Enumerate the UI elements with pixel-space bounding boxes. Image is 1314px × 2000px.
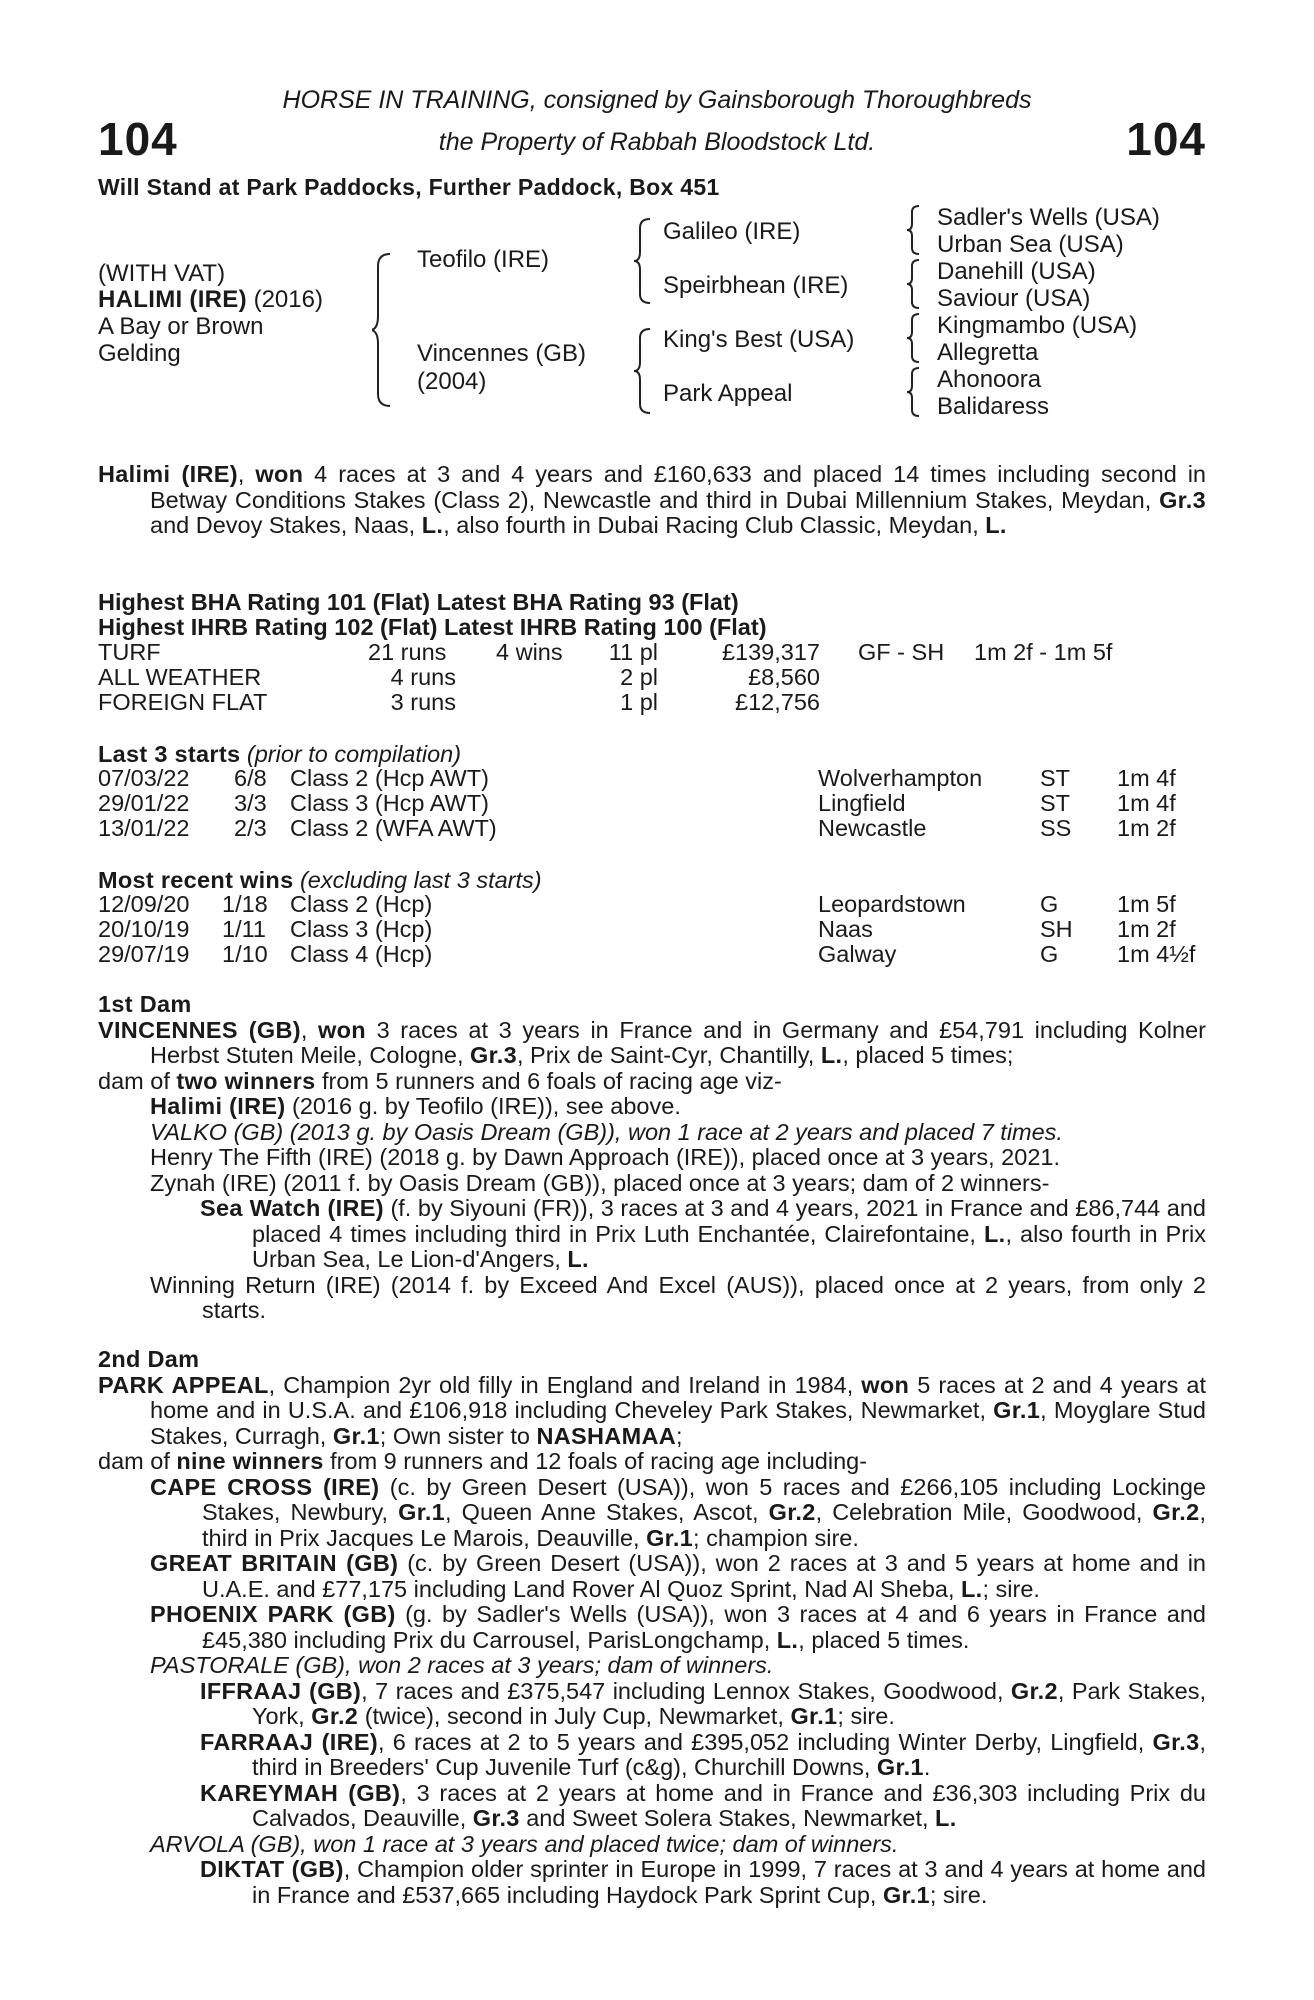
horse-name-line xyxy=(98,286,323,314)
produce-name: CAPE CROSS (IRE) xyxy=(150,1473,380,1500)
record-money: £139,317 xyxy=(721,639,820,665)
produce-henry: Henry The Fifth (IRE) (2018 g. by Dawn Approach (IRE)), placed once at 3 years, 2021. xyxy=(150,1144,1060,1170)
horse-desc-2: Gelding xyxy=(98,340,181,367)
horse-desc-1: A Bay or Brown xyxy=(98,313,264,340)
record-placed: 1 pl xyxy=(620,689,658,715)
text: , placed 5 times. xyxy=(798,1626,970,1653)
recent-note: (excluding last 3 starts) xyxy=(293,867,542,893)
start-going: ST xyxy=(1040,765,1071,791)
record-wins: 4 wins xyxy=(496,639,563,665)
vat-note: (WITH VAT) xyxy=(98,260,226,287)
text: , Celebration Mile, Goodwood, xyxy=(815,1499,1153,1525)
text: , Queen Anne Stakes, Ascot, xyxy=(445,1499,769,1525)
start-class: Class 3 (Hcp AWT) xyxy=(290,790,489,816)
win-class: Class 3 (Hcp) xyxy=(290,916,433,942)
second-dam-record xyxy=(98,1373,1206,1450)
recent-title: Most recent wins xyxy=(98,867,294,893)
text: , 3 races at 2 years at home and in France and £36,303 including Prix du Calvados, Deauville, xyxy=(252,1779,1206,1831)
win-position: 1/11 xyxy=(222,916,266,942)
win-course: Naas xyxy=(818,916,873,942)
summary-name: Halimi (IRE) xyxy=(98,461,238,487)
win-date: 29/07/19 xyxy=(98,941,190,967)
grade-label: Gr.1 xyxy=(790,1703,838,1729)
produce-name: GREAT BRITAIN (GB) xyxy=(150,1550,399,1576)
record-money: £12,756 xyxy=(735,689,820,715)
brace-ss xyxy=(906,204,922,256)
second-dam-produce-summary xyxy=(98,1449,1206,1475)
text: dam of xyxy=(98,1448,177,1474)
start-position: 3/3 xyxy=(234,790,267,816)
ds-dam: Allegretta xyxy=(937,339,1039,366)
win-going: SH xyxy=(1040,916,1073,942)
summary-won: won xyxy=(255,461,304,487)
ss-dam: Urban Sea (USA) xyxy=(937,231,1124,258)
record-distance: 1m 2f - 1m 5f xyxy=(974,639,1113,665)
grade-label: Gr.1 xyxy=(993,1397,1041,1423)
win-going: G xyxy=(1040,941,1059,967)
produce-iffraaj xyxy=(200,1679,1206,1730)
start-going: SS xyxy=(1040,815,1072,841)
win-going: G xyxy=(1040,891,1059,917)
first-dam-record: VINCENNES (GB), won 3 races at 3 years in France and in Germany and £54,791 including Kolner Herbst Stuten Meile, Cologne, Gr.3, Prix de Saint-Cyr, Chantilly, L., placed 5 times; xyxy=(98,1016,1206,1068)
grade-label: Gr.3 xyxy=(1159,486,1206,513)
brace-dd xyxy=(906,366,922,418)
produce-name: Halimi (IRE) xyxy=(150,1093,286,1119)
dam: Vincennes (GB) xyxy=(417,340,586,367)
win-distance: 1m 2f xyxy=(1117,916,1176,942)
grade-label: Gr.1 xyxy=(646,1524,694,1551)
produce-valko: VALKO (GB) (2013 g. by Oasis Dream (GB)), won 1 race at 2 years and placed 7 times. xyxy=(150,1118,1063,1145)
record-runs: 4 runs xyxy=(390,664,456,690)
grade-label: Gr.3 xyxy=(470,1042,517,1068)
dam-sire: King's Best (USA) xyxy=(663,326,855,353)
win-distance: 1m 5f xyxy=(1117,891,1176,917)
produce-name: DIKTAT (GB) xyxy=(200,1856,344,1882)
produce-zynah: Zynah (IRE) (2011 f. by Oasis Dream (GB)), placed once at 3 years; dam of 2 winners- xyxy=(150,1169,1050,1196)
text: (c. by Green Desert (USA)), won 5 races and £266,105 including Lockinge Stakes, Newbury, xyxy=(202,1473,1207,1525)
win-course: Galway xyxy=(818,941,897,967)
grade-label: Gr.1 xyxy=(876,1754,924,1780)
text: 5 races at 2 and 4 years at home and in U.S.A. and £106,918 including Cheveley Park Stakes, Newmarket, xyxy=(150,1371,1207,1423)
dd-sire: Ahonoora xyxy=(937,366,1042,393)
produce-cape-cross xyxy=(150,1475,1206,1552)
text: ; champion sire. xyxy=(693,1524,859,1551)
produce-sea-watch xyxy=(200,1196,1206,1273)
sire: Teofilo (IRE) xyxy=(417,246,550,273)
grade-label: Gr.2 xyxy=(311,1703,359,1729)
record-runs: 3 runs xyxy=(390,689,456,715)
summary-text-3: , also fourth in Dubai Racing Club Classic, Meydan, xyxy=(443,512,986,538)
text: (g. by Sadler's Wells (USA)), won 3 races at 4 and 6 years in France and £45,380 including Prix du Carrousel, ParisLongchamp, xyxy=(202,1601,1206,1653)
brace-sire xyxy=(634,216,654,306)
horse-name: HALIMI (IRE) xyxy=(98,286,247,313)
first-dam-won: won xyxy=(318,1016,366,1043)
dam-year: (2004) xyxy=(417,368,487,395)
listed-label: L. xyxy=(983,1220,1006,1247)
first-dam-heading: 1st Dam xyxy=(98,991,192,1017)
grade-label: Gr.1 xyxy=(398,1499,446,1525)
text: (2016 g. by Teofilo (IRE)), see above. xyxy=(285,1093,681,1119)
grade-label: Gr.2 xyxy=(1010,1677,1058,1704)
win-date: 20/10/19 xyxy=(98,916,190,942)
start-distance: 1m 4f xyxy=(1117,790,1176,816)
text: dam of xyxy=(98,1067,177,1094)
text: , Moyglare Stud Stakes, Curragh, xyxy=(150,1397,1206,1449)
text: , 6 races at 2 to 5 years and £395,052 including Winter Derby, Lingfield, xyxy=(377,1728,1153,1755)
brace-ds xyxy=(906,312,922,364)
dd-dam: Balidaress xyxy=(937,393,1050,420)
sd-dam: Saviour (USA) xyxy=(937,285,1091,312)
start-position: 6/8 xyxy=(234,765,267,791)
win-class: Class 2 (Hcp) xyxy=(290,891,433,917)
produce-halimi xyxy=(150,1094,1206,1120)
listed-label: L. xyxy=(935,1805,957,1831)
listed-label: L. xyxy=(820,1042,843,1068)
produce-arvola: ARVOLA (GB), won 1 race at 3 years and placed twice; dam of winners. xyxy=(150,1830,899,1857)
win-date: 12/09/20 xyxy=(98,891,190,917)
grade-label: Gr.2 xyxy=(768,1499,816,1525)
win-course: Leopardstown xyxy=(818,891,966,917)
text: (twice), second in July Cup, Newmarket, xyxy=(358,1703,791,1729)
start-date: 29/01/22 xyxy=(98,790,190,816)
produce-winning-return: Winning Return (IRE) (2014 f. by Exceed And Excel (AUS)), placed once at 2 years, from only 2 starts. xyxy=(150,1271,1206,1323)
start-course: Lingfield xyxy=(818,790,906,816)
second-dam-name: PARK APPEAL xyxy=(98,1371,269,1398)
last3-heading xyxy=(98,741,461,768)
produce-farraaj xyxy=(200,1730,1206,1781)
record-runs: 21 runs xyxy=(368,639,447,665)
win-position: 1/18 xyxy=(222,891,268,917)
dam-dam: Park Appeal xyxy=(663,380,793,407)
start-distance: 1m 2f xyxy=(1117,815,1176,841)
produce-name: FARRAAJ (IRE) xyxy=(200,1728,378,1755)
sire-sire: Galileo (IRE) xyxy=(663,218,801,245)
text: from 5 runners and 6 foals of racing age viz- xyxy=(315,1067,782,1094)
record-money: £8,560 xyxy=(748,664,820,690)
text: . xyxy=(923,1754,931,1780)
text: , 7 races and £375,547 including Lennox Stakes, Goodwood, xyxy=(361,1677,1011,1704)
winners-count: nine winners xyxy=(176,1448,324,1474)
text: (c. by Green Desert (USA)), won 2 races at 3 and 5 years at home and in U.A.E. and £77,175 including Land Rover Al Quoz Sprint, Nad Al Sheba, xyxy=(202,1550,1206,1602)
listed-label: L. xyxy=(776,1626,799,1653)
text: ; sire. xyxy=(982,1575,1040,1602)
rating-line-2: Highest IHRB Rating 102 (Flat) Latest IHRB Rating 100 (Flat) xyxy=(98,614,767,640)
text: from 9 runners and 12 foals of racing age including- xyxy=(323,1448,868,1474)
first-dam-section xyxy=(98,992,1206,1324)
text: , third in Prix Jacques Le Marois, Deauville, xyxy=(202,1499,1206,1551)
record-placed: 11 pl xyxy=(608,639,658,665)
start-course: Newcastle xyxy=(818,815,927,841)
produce-name: KAREYMAH (GB) xyxy=(200,1779,401,1806)
text: , Prix de Saint-Cyr, Chantilly, xyxy=(516,1042,821,1068)
ds-sire: Kingmambo (USA) xyxy=(937,312,1138,339)
record-going: GF - SH xyxy=(858,639,945,665)
sire-dam: Speirbhean (IRE) xyxy=(663,272,849,299)
start-date: 07/03/22 xyxy=(98,765,190,791)
record-surface: TURF xyxy=(98,639,161,665)
grade-label: Gr.2 xyxy=(1152,1499,1200,1525)
first-dam-name: VINCENNES (GB) xyxy=(98,1016,301,1043)
start-distance: 1m 4f xyxy=(1117,765,1176,791)
race-summary: Halimi (IRE), won 4 races at 3 and 4 years and £160,633 and placed 14 times including second in Betway Conditions Stakes (Class 2), Newcastle and third in Dubai Millennium Stakes, Meydan, Gr.3 and Devoy Stakes, Naas, L., also fourth in Dubai Racing Club Classic, Meydan, L. xyxy=(98,461,1206,538)
text: (f. by Siyouni (FR)), 3 races at 3 and 4 years, 2021 in France and £86,744 and placed 4 times including third in Prix Luth Enchantée, Clairefontaine, xyxy=(252,1195,1207,1247)
consignor-line: HORSE IN TRAINING, consigned by Gainsborough Thoroughbreds xyxy=(282,86,1032,114)
listed-label: L. xyxy=(421,512,444,538)
text: , also fourth in Prix Urban Sea, Le Lion-d'Angers, xyxy=(252,1220,1207,1272)
sister-name: NASHAMAA xyxy=(536,1422,676,1449)
stand-location: Will Stand at Park Paddocks, Further Paddock, Box 451 xyxy=(98,174,720,200)
produce-name: IFFRAAJ (GB) xyxy=(200,1677,362,1704)
text: ; xyxy=(676,1422,683,1449)
second-dam-won: won xyxy=(861,1371,910,1398)
brace-gen1 xyxy=(372,250,396,410)
grade-label: Gr.1 xyxy=(882,1881,930,1908)
start-course: Wolverhampton xyxy=(818,765,983,791)
listed-label: L. xyxy=(567,1246,589,1272)
start-going: ST xyxy=(1040,790,1071,816)
first-dam-produce-summary xyxy=(98,1069,1206,1095)
winners-count: two winners xyxy=(176,1067,316,1094)
text: , Park Stakes, York, xyxy=(252,1677,1206,1729)
second-dam-heading: 2nd Dam xyxy=(98,1346,200,1372)
summary-text-2: and Devoy Stakes, Naas, xyxy=(150,512,422,538)
win-position: 1/10 xyxy=(222,941,268,967)
text: 3 races at 3 years in France and in Germany and £54,791 including Kolner Herbst Stuten Meile, Cologne, xyxy=(150,1016,1206,1068)
text: and Sweet Solera Stakes, Newmarket, xyxy=(519,1805,936,1831)
text: , Champion 2yr old filly in England and Ireland in 1984, xyxy=(268,1371,862,1398)
text: , placed 5 times; xyxy=(842,1042,1014,1068)
brace-dam xyxy=(634,326,654,416)
recent-heading xyxy=(98,867,542,894)
start-class: Class 2 (WFA AWT) xyxy=(290,815,497,841)
ss-sire: Sadler's Wells (USA) xyxy=(937,204,1160,231)
text: , Champion older sprinter in Europe in 1999, 7 races at 3 and 4 years at home and in France and £537,665 including Haydock Park Sprint Cup, xyxy=(252,1856,1206,1908)
produce-pastorale: PASTORALE (GB), won 2 races at 3 years; dam of winners. xyxy=(150,1652,774,1678)
produce-kareymah xyxy=(200,1781,1206,1832)
property-line: the Property of Rabbah Bloodstock Ltd. xyxy=(438,128,876,156)
grade-label: Gr.3 xyxy=(1152,1728,1200,1755)
sd-sire: Danehill (USA) xyxy=(937,258,1096,285)
horse-year: (2016) xyxy=(246,286,323,313)
brace-sd xyxy=(906,258,922,310)
summary-text-1: 4 races at 3 and 4 years and £160,633 and placed 14 times including second in Betway Conditions Stakes (Class 2), Newcastle and third in Dubai Millennium Stakes, Meydan, xyxy=(150,461,1206,513)
last3-note: (prior to compilation) xyxy=(240,741,462,767)
record-placed: 2 pl xyxy=(620,664,658,690)
produce-phoenix-park xyxy=(150,1602,1206,1653)
produce-great-britain xyxy=(150,1551,1206,1602)
lot-number-right: 104 xyxy=(1126,113,1206,165)
start-date: 13/01/22 xyxy=(98,815,190,841)
grade-label: Gr.3 xyxy=(472,1805,520,1831)
text: ; sire. xyxy=(837,1703,895,1729)
record-surface: ALL WEATHER xyxy=(98,664,262,690)
second-dam-section xyxy=(98,1347,1206,1908)
win-class: Class 4 (Hcp) xyxy=(290,941,433,967)
start-position: 2/3 xyxy=(234,815,267,841)
listed-label: L. xyxy=(985,512,1007,538)
produce-diktat xyxy=(200,1857,1206,1908)
produce-name: PHOENIX PARK (GB) xyxy=(150,1601,396,1627)
text: ; sire. xyxy=(929,1881,988,1908)
rating-line-1: Highest BHA Rating 101 (Flat) Latest BHA Rating 93 (Flat) xyxy=(98,589,739,615)
lot-number-left: 104 xyxy=(98,113,178,165)
win-distance: 1m 4½f xyxy=(1117,941,1196,967)
produce-name: Sea Watch (IRE) xyxy=(200,1195,384,1221)
listed-label: L. xyxy=(961,1575,983,1602)
start-class: Class 2 (Hcp AWT) xyxy=(290,765,489,791)
record-surface: FOREIGN FLAT xyxy=(98,689,268,715)
last3-title: Last 3 starts xyxy=(98,741,241,767)
text: ; Own sister to xyxy=(379,1422,537,1449)
grade-label: Gr.1 xyxy=(332,1422,380,1449)
text: , third in Breeders' Cup Juvenile Turf (c&g), Churchill Downs, xyxy=(252,1728,1206,1780)
